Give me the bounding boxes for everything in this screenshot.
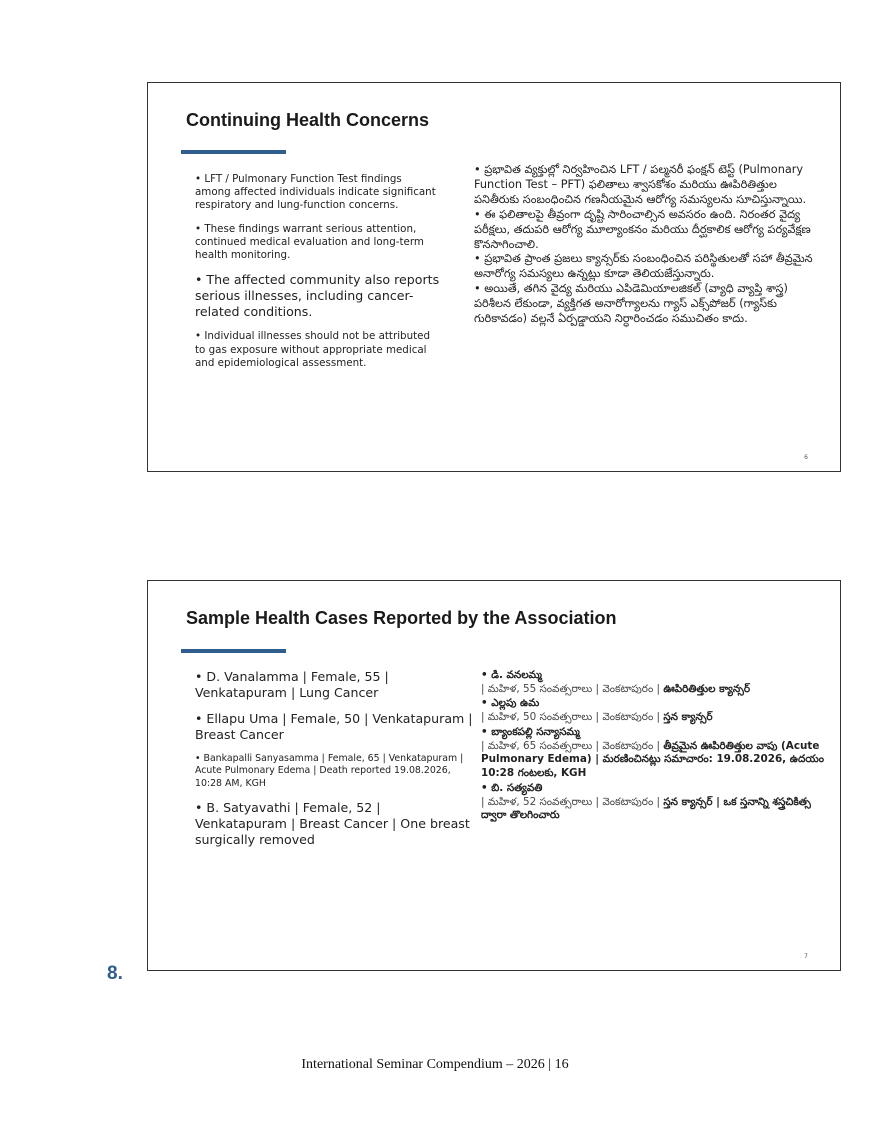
telugu-cases-column: [481, 669, 825, 824]
page-footer: International Seminar Compendium – 2026 | 16: [301, 1057, 569, 1072]
title-accent-bar: [181, 150, 286, 154]
slide-title: Continuing Health Concerns: [186, 110, 429, 130]
case-condition: తీవ్రమైన ఊపిరితిత్తుల వాపు (Acute Pulmonary Edema) | మరణించినట్లు సమాచారం: 19.08.2026, ఉదయం 10:28 గంటలకు, KGH: [481, 739, 824, 780]
case-name: • బ్యాంకపల్లి సన్యాసమ్మ: [481, 725, 580, 738]
case-name: • బి. సత్యవతి: [481, 781, 543, 794]
case-name: • ఎల్లపు ఉమ: [481, 697, 540, 710]
slide-title: Sample Health Cases Reported by the Association: [186, 608, 617, 628]
slide-sample-health-cases: [147, 580, 841, 971]
telugu-column: [474, 163, 816, 327]
title-accent-bar: [181, 649, 286, 653]
case-detail: | మహిళ, 55 సంవత్సరాలు | వెంకటాపురం |: [481, 682, 661, 695]
case-condition: స్తన క్యాన్సర్ | ఒక స్తనాన్ని శస్త్రచికిత్స ద్వారా తొలగించారు: [481, 795, 811, 822]
case-name: • డి. వనలమ్మ: [481, 669, 542, 681]
bullet-community-reports: • The affected community also reports serious illnesses, including cancer-related conditions.: [195, 272, 440, 320]
slide-page-number: 7: [804, 953, 808, 960]
english-column: [195, 173, 440, 380]
slide-page-number: 6: [804, 454, 808, 461]
case-vanalamma: • D. Vanalamma | Female, 55 | Venkatapuram | Lung Cancer: [195, 669, 389, 701]
telugu-case-item: [481, 782, 825, 823]
bullet-attribution-caution: • Individual illnesses should not be attributed to gas exposure without appropriate medical and epidemiological assessment.: [195, 330, 431, 369]
telugu-bullet-attention: • ఈ ఫలితాలపై తీవ్రంగా దృష్టి సారించాల్సిన అవసరం ఉంది. నిరంతర వైద్య పరీక్షలు, తదుపరి ఆరోగ్య మూల్యాంకనం మరియు దీర్ఘకాలిక ఆరోగ్య పర్యవేక్షణ కొనసాగించాలి.: [474, 207, 811, 251]
telugu-case-item: [481, 669, 825, 696]
telugu-bullet-caution: • అయితే, తగిన వైద్య మరియు ఎపిడెమియాలజికల్ (వ్యాధి వ్యాప్తి శాస్త్ర) పరిశీలన లేకుండా, వ్యక్తిగత అనారోగ్యాలను గ్యాస్ ఎక్స్‌పోజర్ (గ్యాస్‌కు గురికావడం) వల్లనే ఏర్పడ్డాయని నిర్ధారించడం సముచితం కాదు.: [474, 282, 788, 326]
section-number: 8.: [107, 963, 123, 984]
bullet-lft-findings: • LFT / Pulmonary Function Test findings among affected individuals indicate significant respiratory and lung-function concerns.: [195, 173, 436, 212]
english-cases-column: [195, 669, 475, 858]
telugu-bullet-lft: • ప్రభావిత వ్యక్తుల్లో నిర్వహించిన LFT / పల్మనరీ ఫంక్షన్ టెస్ట్ (Pulmonary Function Test – PFT) ఫలితాలు శ్వాసకోశం మరియు ఊపిరితిత్తుల పనితీరుకు సంబంధించిన గణనీయమైన ఆరోగ్య సమస్యలను సూచిస్తున్నాయి.: [474, 163, 807, 206]
telugu-bullet-community: • ప్రభావిత ప్రాంత ప్రజలు క్యాన్సర్‌కు సంబంధించిన పరిస్థితులతో సహా తీవ్రమైన అనారోగ్య సమస్యలు ఉన్నట్లు కూడా తెలియజేస్తున్నారు.: [474, 252, 813, 281]
telugu-case-item: [481, 726, 825, 781]
case-ellapu-uma: • Ellapu Uma | Female, 50 | Venkatapuram | Breast Cancer: [195, 711, 473, 743]
case-condition: స్తన క్యాన్సర్: [663, 711, 713, 724]
case-detail: | మహిళ, 52 సంవత్సరాలు | వెంకటాపురం |: [481, 795, 661, 808]
case-sanyasamma: • Bankapalli Sanyasamma | Female, 65 | Venkatapuram | Acute Pulmonary Edema | Death reported 19.08.2026, 10:28 AM, KGH: [195, 753, 464, 789]
case-satyavathi: • B. Satyavathi | Female, 52 | Venkatapuram | Breast Cancer | One breast surgically removed: [195, 799, 470, 847]
case-condition: ఊపిరితిత్తుల క్యాన్సర్: [663, 682, 751, 695]
case-detail: | మహిళ, 50 సంవత్సరాలు | వెంకటాపురం |: [481, 711, 661, 724]
slide-continuing-health-concerns: [147, 82, 841, 472]
bullet-warrant-attention: • These findings warrant serious attention, continued medical evaluation and long-term health monitoring.: [195, 222, 424, 261]
telugu-case-item: [481, 697, 825, 724]
case-detail: | మహిళ, 65 సంవత్సరాలు | వెంకటాపురం |: [481, 739, 661, 752]
